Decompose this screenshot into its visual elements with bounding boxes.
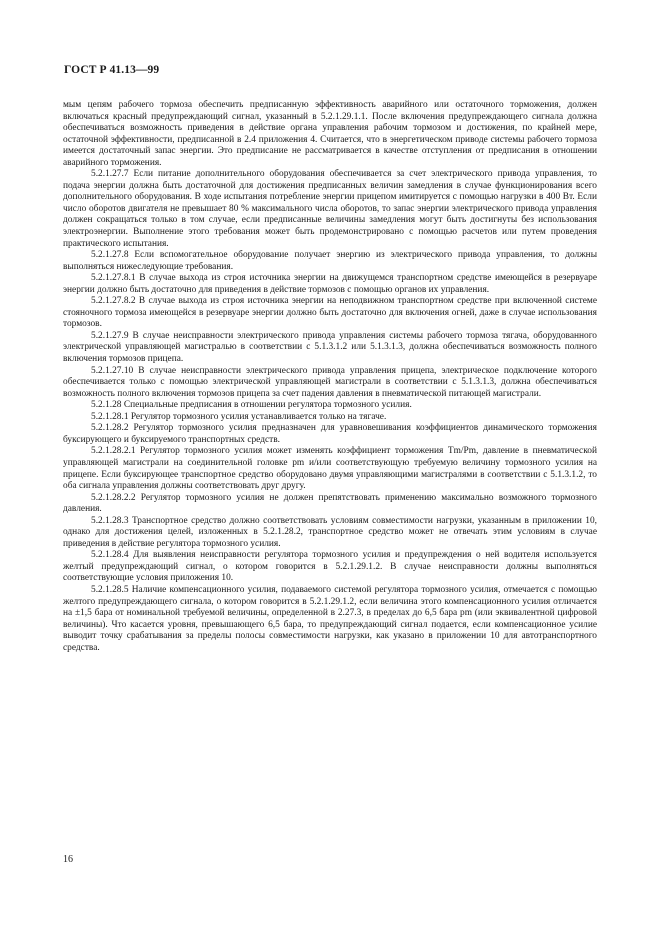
paragraph: 5.2.1.28.2.2 Регулятор тормозного усилия не должен препятствовать применению максимально возможного тормозного давления. <box>63 492 597 515</box>
paragraph: 5.2.1.28.5 Наличие компенсационного усилия, подаваемого системой регулятора тормозного усилия, отмечается с помощью желтого предупреждающего сигнала, о котором говорится в 5.2.1.29.1.2, если величина этого компенсационного усилия отличается на ±1,5 бара от номинальной требуемой величины, определенной в 2.27.3, в пределах до 6,5 бара pm (или эквивалентной цифровой величины). Что касается уровня, превышающего 6,5 бара, то предупреждающий сигнал подается, если компенсационное усилие выводит точку срабатывания за пределы полосы совместимости нагрузки, как указано в приложении 10 для автотранспортного средства. <box>63 584 597 653</box>
paragraph: мым цепям рабочего тормоза обеспечить предписанную эффективность аварийного или остаточного торможения, должен включаться красный предупреждающий сигнал, указанный в 5.2.1.29.1.1. После включения предупреждающего сигнала должна обеспечиваться возможность приведения в действие органа управления рабочим тормозом и достижения, по крайней мере, остаточной эффективности, предписанной в 2.4 приложения 4. Считается, что в энергетическом приводе системы рабочего тормоза имеется достаточный запас энергии. Это предписание не рассматривается в качестве отступления от предписания в отношении аварийного торможения. <box>63 100 597 168</box>
paragraph: 5.2.1.28 Специальные предписания в отношении регулятора тормозного усилия. <box>91 400 412 411</box>
paragraph: 5.2.1.27.9 В случае неисправности электрического привода управления системы рабочего тормоза тягача, оборудованного электрической управляющей магистралью в соответствии с 5.1.3.1.2 или 5.1.3.1.3, должна обеспечиваться возможность полного включения тормозов прицепа. <box>63 330 597 365</box>
paragraph: 5.2.1.28.3 Транспортное средство должно соответствовать условиям совместимости нагрузки, указанным в приложении 10, однако для достижения целей, изложенных в 5.2.1.28.2, транспортное средство может не отвечать этим условиям в случае приведения в действие регулятора тормозного усилия. <box>63 515 597 549</box>
page-number: 16 <box>63 854 73 865</box>
paragraph: 5.2.1.27.8 Если вспомогательное оборудование получает энергию из электрического привода управления, то должны выполняться нижеследующие требования. <box>63 250 597 272</box>
document-header: ГОСТ Р 41.13—99 <box>64 64 160 76</box>
paragraph: 5.2.1.27.7 Если питание дополнительного оборудования обеспечивается за счет электрического привода управления, то подача энергии должна быть достаточной для достижения предписанных величин замедления в случае функционирования всего дополнительного оборудования. В ходе испытания потребление энергии прицепом имитируется с помощью нагрузки в 400 Вт. Если число оборотов двигателя не превышает 80 % максимального числа оборотов, то запас энергии электрического привода управления должен сокращаться только в том случае, если предписанные величины замедления могут быть достигнуты без использования электроэнергии. Выполнение этого требования может быть продемонстрировано с помощью расчетов или путем проведения практического испытания. <box>63 169 597 249</box>
document-body <box>63 100 597 654</box>
paragraph: 5.2.1.28.4 Для выявления неисправности регулятора тормозного усилия и предупреждения о ней водителя используется желтый предупреждающий сигнал, о котором говорится в 5.2.1.29.1.2. В случае неисправности должны выполняться соответствующие условия приложения 10. <box>63 550 597 584</box>
paragraph: 5.2.1.27.8.2 В случае выхода из строя источника энергии на неподвижном транспортном средстве при включенной системе стояночного тормоза имеющейся в резервуаре энергии должно быть достаточно для включения огней, даже в случае использования тормозов. <box>63 296 597 330</box>
paragraph: 5.2.1.27.10 В случае неисправности электрического привода управления прицепа, электрическое подключение которого обеспечивается только с помощью электрической управляющей магистрали в соответствии с 5.1.3.1.3, должна обеспечиваться возможность полного включения тормозов прицепа за счет падения давления в пневматической питающей магистрали. <box>63 365 597 399</box>
paragraph: 5.2.1.28.2 Регулятор тормозного усилия предназначен для уравновешивания коэффициентов динамического торможения буксирующего и буксируемого транспортных средств. <box>63 423 597 445</box>
paragraph: 5.2.1.28.1 Регулятор тормозного усилия устанавливается только на тягаче. <box>91 411 387 422</box>
paragraph: 5.2.1.28.2.1 Регулятор тормозного усилия может изменять коэффициент торможения Tm/Pm, давление в пневматической управляющей магистрали на соединительной головке pm и/или соответствующую требуемую величину тормозного усилия на прицепе. Если буксирующее транспортное средство оборудовано двумя управляющими магистралями в соответствии с 5.1.3.1.2, то оба сигнала управления должны соответствовать друг другу. <box>63 446 597 492</box>
paragraph: 5.2.1.27.8.1 В случае выхода из строя источника энергии на движущемся транспортном средстве имеющейся в резервуаре энергии должно быть достаточно для приведения в действие тормозов с помощью органов их управления. <box>63 273 597 295</box>
